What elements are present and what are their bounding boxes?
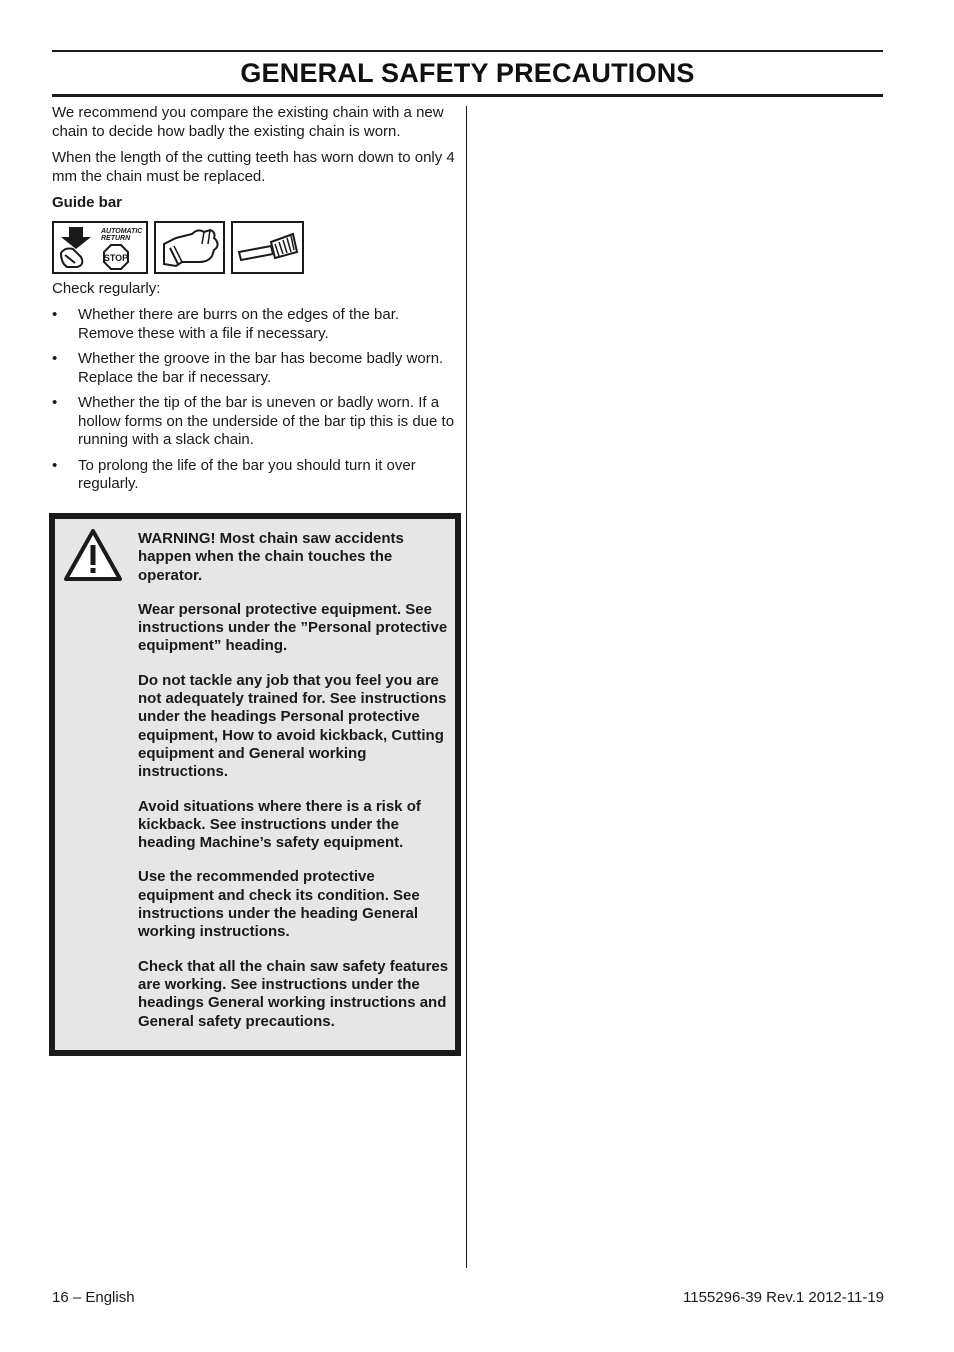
list-item (52, 350, 457, 387)
brush-icon (231, 221, 304, 274)
warning-box (49, 513, 461, 1056)
footer-page-number: 16 – English (52, 1289, 135, 1306)
warning-paragraph: Check that all the chain saw safety features are working. See instructions under the headings General working instructions and General safety precautions. (138, 957, 449, 1030)
list-item-text: Whether the tip of the bar is uneven or badly worn. If a hollow forms on the underside of the bar tip this is due to running with a slack chain. (78, 394, 455, 448)
list-item-text: To prolong the life of the bar you should turn it over regularly. (78, 456, 416, 492)
bullet-marker: • (52, 394, 58, 411)
guide-bar-heading: Guide bar (52, 194, 123, 211)
left-column (52, 104, 457, 501)
warning-paragraph: WARNING! Most chain saw accidents happen when the chain touches the operator. (138, 530, 404, 584)
chain-brake-icon-text-3: STOP (103, 253, 129, 263)
page-title: GENERAL SAFETY PRECAUTIONS (240, 58, 695, 88)
list-item-text: Whether the groove in the bar has become badly worn. Replace the bar if necessary. (78, 350, 444, 386)
intro-paragraph-2: When the length of the cutting teeth has worn down to only 4 mm the chain must be replaced. (52, 149, 455, 185)
list-item (52, 457, 457, 494)
warning-paragraph: Do not tackle any job that you feel you are not adequately trained for. See instructions under the headings Personal protective equipment, How to avoid kickback, Cutting equipment and General working instructions. (138, 671, 447, 781)
list-item-text: Whether there are burrs on the edges of the bar. Remove these with a file if necessary. (78, 306, 400, 342)
warning-paragraph: Wear personal protective equipment. See instructions under the ”Personal protective equipment” heading. (138, 600, 448, 655)
warning-paragraph: Use the recommended protective equipment and check its condition. See instructions under the heading General working instructions. (138, 868, 420, 941)
chain-brake-icon-text-2: RETURN (101, 235, 131, 242)
footer-doc-id: 1155296-39 Rev.1 2012-11-19 (683, 1289, 884, 1306)
warning-triangle-icon (62, 527, 124, 588)
guide-bar-icons (52, 221, 457, 274)
chain-brake-icon (52, 221, 148, 274)
check-regularly-label: Check regularly: (52, 279, 161, 297)
guide-bar-check-list (52, 306, 457, 494)
list-item (52, 306, 457, 343)
bullet-marker: • (52, 350, 58, 367)
bullet-marker: • (52, 306, 58, 323)
warning-text (138, 530, 450, 1047)
bullet-marker: • (52, 456, 58, 474)
warning-paragraph: Avoid situations where there is a risk of kickback. See instructions under the heading Machine’s safety equipment. (138, 797, 421, 852)
protective-glove-icon (154, 221, 225, 274)
chain-brake-icon-text-1: AUTOMATIC (101, 228, 143, 235)
page-header (52, 50, 883, 97)
column-divider (466, 106, 467, 1268)
intro-paragraph-1: We recommend you compare the existing chain with a new chain to decide how badly the existing chain is worn. (52, 104, 444, 140)
list-item (52, 394, 457, 450)
